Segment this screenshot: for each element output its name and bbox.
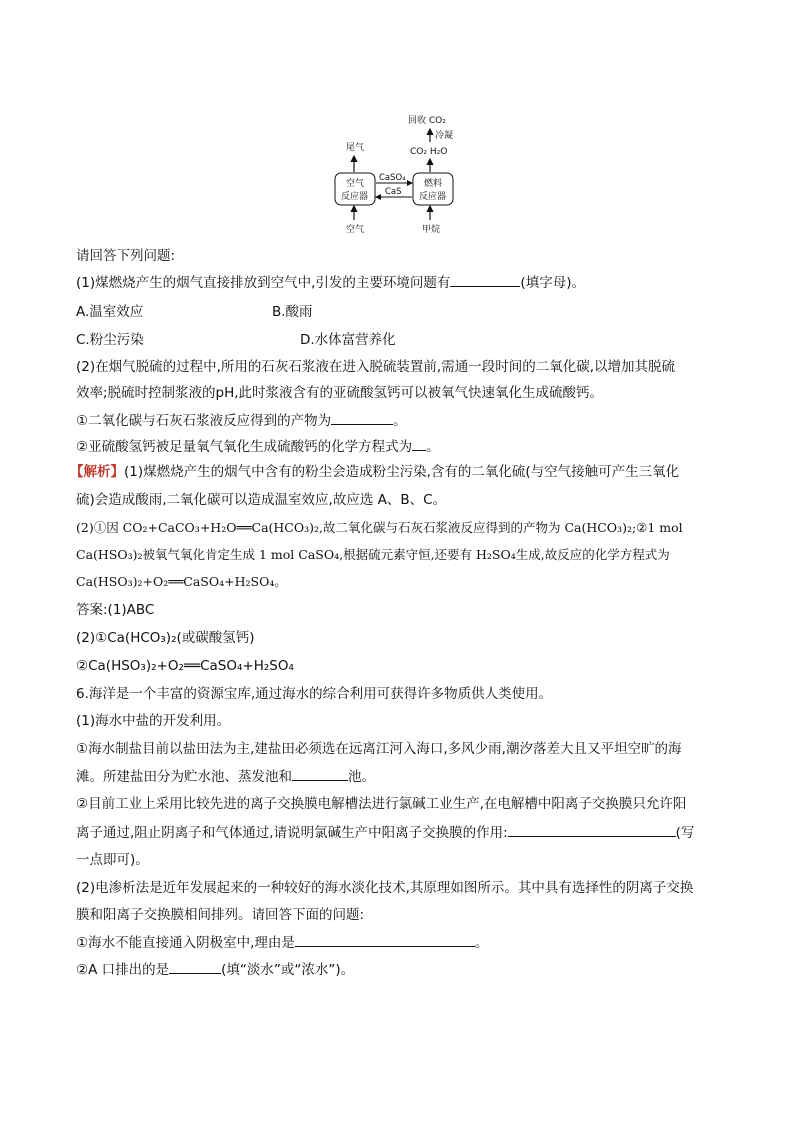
fuel-reactor-line2: 反应器 [419,192,447,202]
recover-co2-label: 回收 CO₂ [408,116,446,126]
question-6-part2-line1 [76,878,693,898]
question-1-text: (1)煤燃烧产生的烟气直接排放到空气中,引发的主要环境问题有 [76,275,451,291]
analysis-keyword: 【解析】 [70,464,124,480]
q6-part2-sub2-tail: (填“淡水”或“浓水”)。 [221,962,355,978]
q6-sub2-text1: ②目前工业上采用比较先进的离子交换膜电解槽法进行氯碱工业生产,在电解槽中阳离子交换膜只允许阳 [76,796,687,812]
question-6-part2-sub1 [76,932,488,953]
q6-sub2-text3: 一点即可)。 [76,852,149,868]
question-6-part1-text: (1)海水中盐的开发利用。 [76,713,231,729]
question-6-sub1-line2 [76,766,375,787]
cool-label: 冷凝 [435,131,454,141]
option-b [272,302,313,322]
analysis-line2 [76,490,446,510]
q6-part2-sub2-text: ②A 口排出的是 [76,962,170,978]
answer-text2: (2)①Ca(HCO₃)₂(或碳酸氢钙) [76,630,255,646]
exhaust-label: 尾气 [346,143,365,153]
analysis-text3: (2)①因 CO₂+CaCO₃+H₂O══Ca(HCO₃)₂,故二氧化碳与石灰石浆液反应得到的产物为 Ca(HCO₃)₂;②1 mol [76,520,683,535]
air-input-label: 空气 [346,225,365,235]
option-a [76,302,143,322]
answer-blank-3[interactable] [412,436,426,451]
answer-blank-2[interactable] [331,410,393,425]
cas-label: CaS [385,187,402,197]
q6-sub1-text1: ①海水制盐目前以盐田法为主,建盐田必须选在远离江河入海口,多风少雨,潮汐落差大且又平坦空旷的海 [76,741,682,757]
question-6-sub2-line3 [76,850,149,870]
products-label: CO₂ H₂O [410,147,448,157]
question-6-part1 [76,711,230,731]
answer-blank-6[interactable] [295,932,475,947]
analysis-line5 [76,572,287,592]
fuel-reactor-line1: 燃料 [424,179,443,189]
question-6-part2-sub2 [76,959,354,980]
question-6-sub1-line1 [76,739,681,759]
intro-text: 请回答下列问题: [76,248,176,264]
question-2-line2 [76,383,603,403]
answer-text3: ②Ca(HSO₃)₂+O₂══CaSO₄+H₂SO₄ [76,658,294,674]
option-c [76,330,144,350]
answer-text1: 答案:(1)ABC [76,602,155,618]
question-6-sub2-line1 [76,794,686,814]
air-reactor-line2: 反应器 [341,192,369,202]
analysis-line4 [76,545,670,565]
question-1-tail: (填字母)。 [520,275,585,291]
question-6-sub2-line2 [76,822,694,843]
q6-sub2-tail: (写 [675,825,695,841]
question-2-line1 [76,357,675,377]
analysis-text4: Ca(HSO₃)₂被氧气氧化肯定生成 1 mol CaSO₄,根据硫元素守恒,还要有 H₂SO₄生成,故反应的化学方程式为 [76,547,670,562]
option-b-text: B.酸雨 [272,304,313,320]
answer-line2 [76,628,255,648]
analysis-line1 [70,462,679,482]
sub1-tail: 。 [393,413,407,429]
analysis-text2: 硫)会造成酸雨,二氧化碳可以造成温室效应,故应选 A、B、C。 [76,492,447,508]
q6-part2-text2: 膜和阳离子交换膜相间排列。请回答下面的问题: [76,907,365,923]
option-a-text: A.温室效应 [76,304,144,320]
answer-blank-5[interactable] [508,822,676,837]
q6-sub1-text2: 滩。所建盐田分为贮水池、蒸发池和 [76,769,292,785]
question-2-text2: 效率;脱硫时控制浆液的pH,此时浆液含有的亚硫酸氢钙可以被氧气快速氧化生成硫酸钙。 [76,385,604,401]
sub1-text: ①二氧化碳与石灰石浆液反应得到的产物为 [76,413,332,429]
q6-part2-sub1-tail: 。 [474,935,489,951]
q6-sub1-tail: 池。 [348,769,375,785]
answer-blank-4[interactable] [292,766,348,781]
option-d [300,330,396,350]
option-c-text: C.粉尘污染 [76,332,144,348]
analysis-line3 [76,518,683,538]
option-d-text: D.水体富营养化 [300,332,396,348]
answer-blank-1[interactable] [450,272,520,287]
q6-sub2-text2: 离子通过,阻止阴离子和气体通过,请说明氯碱生产中阳离子交换膜的作用: [76,825,508,841]
question-2-sub1 [76,410,407,431]
reactor-diagram [330,110,470,240]
caso4-label: CaSO₄ [379,173,406,183]
question-2-sub2 [76,436,440,457]
answer-line1 [76,600,154,620]
sub2-text: ②亚硫酸氢钙被足量氧气氧化生成硫酸钙的化学方程式为 [76,439,413,455]
answer-line3 [76,656,294,676]
question-6-part2-line2 [76,905,364,925]
q6-part2-text1: (2)电渗析法是近年发展起来的一种较好的海水淡化技术,其原理如图所示。其中具有选择性的阴离子交换 [76,880,694,896]
question-6-title [76,684,552,704]
methane-input-label: 甲烷 [422,225,441,235]
question-6-text: 6.海洋是一个丰富的资源宝库,通过海水的综合利用可获得许多物质供人类使用。 [76,686,553,702]
intro-line [76,246,175,266]
answer-blank-7[interactable] [169,959,221,974]
analysis-text5: Ca(HSO₃)₂+O₂══CaSO₄+H₂SO₄。 [76,574,287,589]
q6-part2-sub1-text: ①海水不能直接通入阴极室中,理由是 [76,935,295,951]
analysis-text1: (1)煤燃烧产生的烟气中含有的粉尘会造成粉尘污染,含有的二氧化硫(与空气接触可产生三氧化 [124,464,680,480]
question-1 [76,272,585,293]
question-2-text1: (2)在烟气脱硫的过程中,所用的石灰石浆液在进入脱硫装置前,需通一段时间的二氧化碳,以增加其脱硫 [76,359,675,375]
sub2-tail: 。 [426,439,440,455]
air-reactor-line1: 空气 [346,179,365,189]
